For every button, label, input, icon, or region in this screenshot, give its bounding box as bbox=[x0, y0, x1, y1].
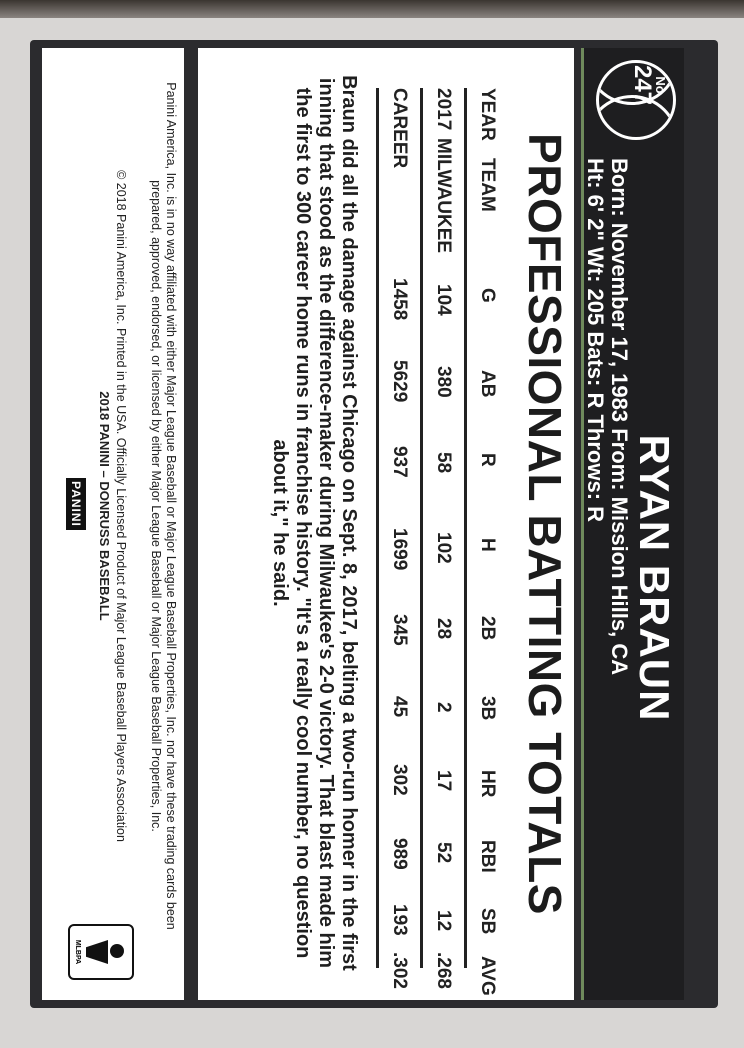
stats-row-2017 bbox=[420, 88, 464, 989]
brand-line: 2018 PANINI – DONRUSS BASEBALL bbox=[97, 391, 112, 621]
stat-cell: 193 bbox=[389, 904, 410, 936]
stat-cell: 45 bbox=[389, 696, 410, 718]
stats-header-row bbox=[464, 88, 508, 996]
stat-cell: 104 bbox=[433, 284, 454, 316]
stat-cell: 937 bbox=[389, 446, 410, 478]
card-number-value: 247 bbox=[629, 64, 656, 106]
stat-cell: 1458 bbox=[389, 278, 410, 321]
stats-title: PROFESSIONAL BATTING TOTALS bbox=[519, 133, 571, 915]
bio-text: Braun did all the damage against Chicago on Sept. 8, 2017, belting a two-run homer in the first inning that stood as the difference-maker during Milwaukee's 2-0 victory. That blast made him the first to 300 career home runs in franchise history. "It's a really cool number, no question about it," he said. bbox=[269, 75, 360, 971]
header-cell: 2B bbox=[477, 616, 498, 641]
stats-table bbox=[376, 88, 508, 996]
stat-cell: 17 bbox=[433, 770, 454, 792]
stats-row-career bbox=[376, 88, 420, 989]
copyright-line: © 2018 Panini America, Inc. Printed in the USA. Officially Licensed Product of Major League Baseball Players Association bbox=[114, 170, 128, 842]
legal-panel bbox=[42, 48, 192, 1000]
panini-logo: PANINI bbox=[66, 478, 86, 530]
stat-cell: 58 bbox=[433, 452, 454, 474]
top-edge bbox=[0, 0, 744, 18]
stat-cell: .268 bbox=[433, 952, 454, 989]
card-back bbox=[30, 40, 718, 1008]
header-cell: G bbox=[477, 288, 498, 303]
stat-cell: 102 bbox=[433, 532, 454, 564]
header-bar bbox=[581, 48, 684, 1000]
stat-cell: CAREER bbox=[389, 88, 410, 169]
stat-cell: 1699 bbox=[389, 528, 410, 571]
header-cell: HR bbox=[477, 770, 498, 798]
stat-cell: 2017 bbox=[433, 88, 454, 131]
stat-cell: 12 bbox=[433, 910, 454, 932]
stat-cell: 5629 bbox=[389, 360, 410, 403]
stat-cell: 302 bbox=[389, 764, 410, 796]
header-cell: R bbox=[477, 453, 498, 467]
header-cell: TEAM bbox=[477, 158, 498, 212]
header-cell: SB bbox=[477, 908, 498, 935]
card-number bbox=[631, 48, 668, 122]
stat-cell: .302 bbox=[389, 952, 410, 989]
mlbpa-logo-text: MLBPA bbox=[74, 939, 81, 965]
stat-cell: 52 bbox=[433, 842, 454, 864]
player-name: RYAN BRAUN bbox=[631, 434, 678, 722]
stat-cell: 345 bbox=[389, 614, 410, 646]
card-content bbox=[48, 48, 684, 1048]
header-cell: 3B bbox=[477, 696, 498, 721]
born-line: Born: November 17, 1983 From: Mission Hills, CA bbox=[607, 158, 632, 676]
header-cell: AVG bbox=[477, 956, 498, 996]
legal-disclaimer: Panini America, Inc. is in no way affiliated with either Major League Baseball or Major League Baseball Properties, Inc. nor have these trading cards been prepared, approved, endorsed, or licensed by either Major League Baseball or Major League Baseball Properties, Inc. bbox=[149, 82, 178, 930]
header-cell: YEAR bbox=[477, 88, 498, 141]
stat-cell: MILWAUKEE bbox=[433, 138, 454, 254]
stats-sheet bbox=[198, 48, 574, 1000]
stat-cell: 989 bbox=[389, 838, 410, 870]
card-number-prefix: No bbox=[653, 76, 668, 94]
header-cell: RBI bbox=[477, 840, 498, 873]
stat-cell: 2 bbox=[433, 702, 454, 713]
stat-cell: 380 bbox=[433, 366, 454, 398]
mlbpa-logo bbox=[68, 924, 134, 980]
header-cell: AB bbox=[477, 370, 498, 398]
stat-cell: 28 bbox=[433, 618, 454, 640]
measure-line: Ht: 6' 2" Wt: 205 Bats: R Throws: R bbox=[583, 158, 608, 523]
header-cell: H bbox=[477, 538, 498, 552]
